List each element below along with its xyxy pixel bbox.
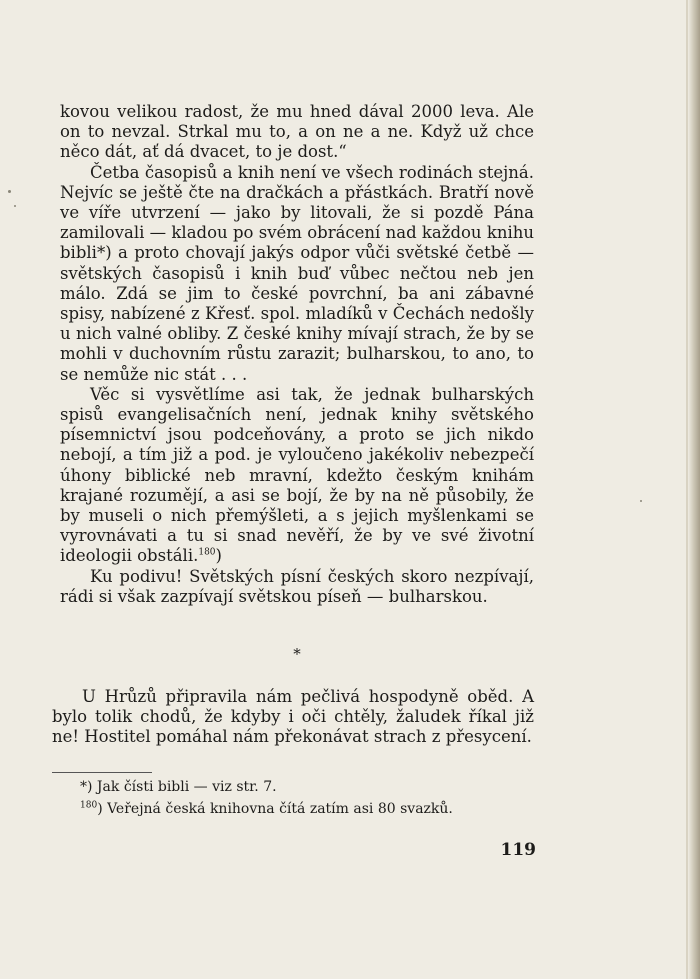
footnote-1-text: Jak čísti bibli — viz str. 7. xyxy=(96,779,277,795)
paper-speck xyxy=(14,205,16,207)
paper-speck xyxy=(8,190,11,193)
paragraph-5: U Hrůzů připravila nám pečlivá hospodyně oběd. A bylo tolik chodů, že kdyby i oči chtěly, žaludek říkal již ne! Hostitel pomáhal nám překonávat strach z přesycení. xyxy=(52,687,534,747)
paragraph-4: Ku podivu! Světských písní českých skoro nezpívají, rádi si však zazpívají světskou píseň — bulharskou. xyxy=(60,566,534,606)
footnote-2-text: Veřejná česká knihovna čítá zatím asi 80 svazků. xyxy=(107,801,453,817)
footnote-2-mark: 180 xyxy=(80,800,98,811)
paper-speck xyxy=(640,500,642,502)
footnote-rule xyxy=(52,772,152,773)
paragraph-2: Četba časopisů a knih není ve všech rodinách stejná. Nejvíc se ještě čte na dračkách a přástkách. Bratří nově ve víře utvrzení — jako by litovali, že si pozdě Pána zamilovali — kladou po svém obrácení nad každou knihu bibli*) a proto chovají jakýs odpor vůči světské četbě — světských časopisů i knih buď vůbec nečtou neb jen málo. Zdá se jim to české povrchní, ba ani zábavné spisy, nabízené z Křesť. spol. mladíků v Čechách nedošly u nich valné obliby. Z české knihy mívají strach, že by se mohli v duchovním růstu zarazit; bulharskou, to ano, to se nemůže nic stát . . . xyxy=(60,162,534,384)
footnote-ref-180: 180 xyxy=(198,547,216,558)
section-separator: * xyxy=(293,645,301,663)
footnote-2 xyxy=(80,798,540,820)
footnote-2-paren: ) xyxy=(97,801,103,817)
paragraph-3 xyxy=(60,385,534,567)
footnotes xyxy=(80,776,540,820)
footnote-1 xyxy=(80,776,540,798)
after-break-text xyxy=(52,687,534,748)
main-text xyxy=(60,102,534,607)
page-number: 119 xyxy=(500,840,536,860)
paragraph-1: kovou velikou radost, že mu hned dával 2000 leva. Ale on to nevzal. Strkal mu to, a on ne a ne. Když už chce něco dát, ať dá dvacet, to je dost.“ xyxy=(60,102,534,162)
footnote-1-mark: *) xyxy=(80,779,93,795)
page-edge xyxy=(688,0,700,979)
paragraph-3-text: Věc si vysvětlíme asi tak, že jednak bulharských spisů evangelisačních není, jednak knihy světského písemnictví jsou podceňovány, a proto se jich nikdo nebojí, a tím již a pod. je vyloučeno jakékoliv nebezpečí úhony biblické neb mravní, kdežto českým knihám krajané rozumějí, a asi se bojí, že by na ně působily, že by museli o nich přemýšleti, a s jejich myšlenkami se vyrovnávati a tu si snad nevěří, že by ve své životní ideologii obstáli. xyxy=(60,384,534,566)
paragraph-3-tail: ) xyxy=(215,546,222,566)
